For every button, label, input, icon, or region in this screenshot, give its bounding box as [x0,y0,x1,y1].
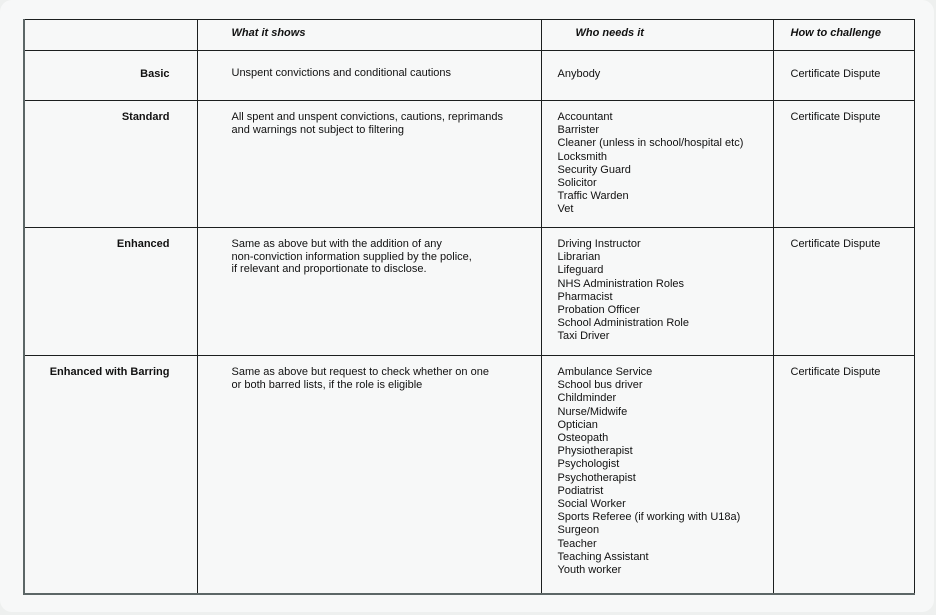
description-line: Same as above but request to check whether on one [231,366,489,378]
roles-list [542,51,773,81]
what-description [198,356,541,391]
level-label: Enhanced [116,238,170,250]
who-cell [541,51,773,101]
role-item: Security Guard [557,163,631,176]
role-item: Physiotherapist [557,445,633,458]
role-item: Vet [557,203,574,216]
role-item: Lifeguard [557,264,604,277]
table-header-row [24,20,914,51]
role-item: NHS Administration Roles [557,277,685,290]
challenge-method: Certificate Dispute [790,68,881,80]
what-cell [197,51,541,101]
role-item: Traffic Warden [557,190,629,203]
role-item: Osteopath [557,432,609,445]
who-cell [541,356,773,594]
header-who-needs-it: Who needs it [541,20,773,51]
header-what-it-shows: What it shows [197,20,541,51]
table-row-enhanced [24,228,914,356]
header-how-to-challenge: How to challenge [773,20,914,51]
how-cell [773,51,914,101]
role-item: Optician [557,418,598,431]
role-item: Cleaner (unless in school/hospital etc) [557,137,744,150]
header-level [24,20,197,51]
challenge-method: Certificate Dispute [790,366,881,378]
dbs-check-levels-table [23,19,915,595]
role-item: School Administration Role [557,317,689,330]
roles-list [542,101,773,217]
role-item: Accountant [557,111,613,123]
role-item: Ambulance Service [557,366,653,378]
who-cell [541,228,773,356]
how-cell [773,356,914,594]
role-item: Barrister [557,124,600,137]
level-cell [24,101,197,228]
role-item: Youth worker [557,564,622,577]
what-cell [197,101,541,228]
table-row-standard [24,101,914,228]
role-item: Psychotherapist [557,471,636,484]
what-description [198,51,541,80]
role-item: Anybody [557,68,601,80]
role-item: Nurse/Midwife [557,405,628,418]
who-cell [541,101,773,228]
what-cell [197,356,541,594]
challenge-method: Certificate Dispute [790,238,881,250]
what-cell [197,228,541,356]
challenge-method: Certificate Dispute [790,111,881,123]
role-item: Driving Instructor [557,238,641,250]
role-item: Sports Referee (if working with U18a) [557,511,741,524]
description-line: and warnings not subject to filtering [231,123,404,136]
level-label: Basic [140,68,170,80]
roles-list [542,356,773,577]
role-item: Librarian [557,251,601,264]
what-description [198,228,541,276]
roles-list [542,228,773,344]
role-item: Psychologist [557,458,620,471]
role-item: Podiatrist [557,484,604,497]
description-line: Unspent convictions and conditional cautions [231,67,452,79]
role-item: Pharmacist [557,290,613,303]
how-cell [773,228,914,356]
role-item: Surgeon [557,524,600,537]
level-label: Enhanced with Barring [49,366,170,378]
level-label: Standard [121,111,170,123]
level-cell [24,356,197,594]
table-row-basic [24,51,914,101]
role-item: Taxi Driver [557,330,610,343]
role-item: School bus driver [557,379,643,392]
description-line: if relevant and proportionate to disclose. [231,263,427,275]
role-item: Teaching Assistant [557,550,649,563]
role-item: Social Worker [557,498,626,511]
level-cell [24,51,197,101]
table-row-enhanced-with-barring [24,356,914,594]
how-cell [773,101,914,228]
level-cell [24,228,197,356]
role-item: Probation Officer [557,304,640,317]
role-item: Childminder [557,392,617,405]
description-line: All spent and unspent convictions, cautions, reprimands [231,111,503,123]
description-line: Same as above but with the addition of any [231,238,442,250]
description-line: non-conviction information supplied by the police, [231,250,472,263]
role-item: Solicitor [557,177,597,190]
description-line: or both barred lists, if the role is eligible [231,378,423,391]
role-item: Locksmith [557,150,608,163]
role-item: Teacher [557,537,597,550]
what-description [198,101,541,136]
